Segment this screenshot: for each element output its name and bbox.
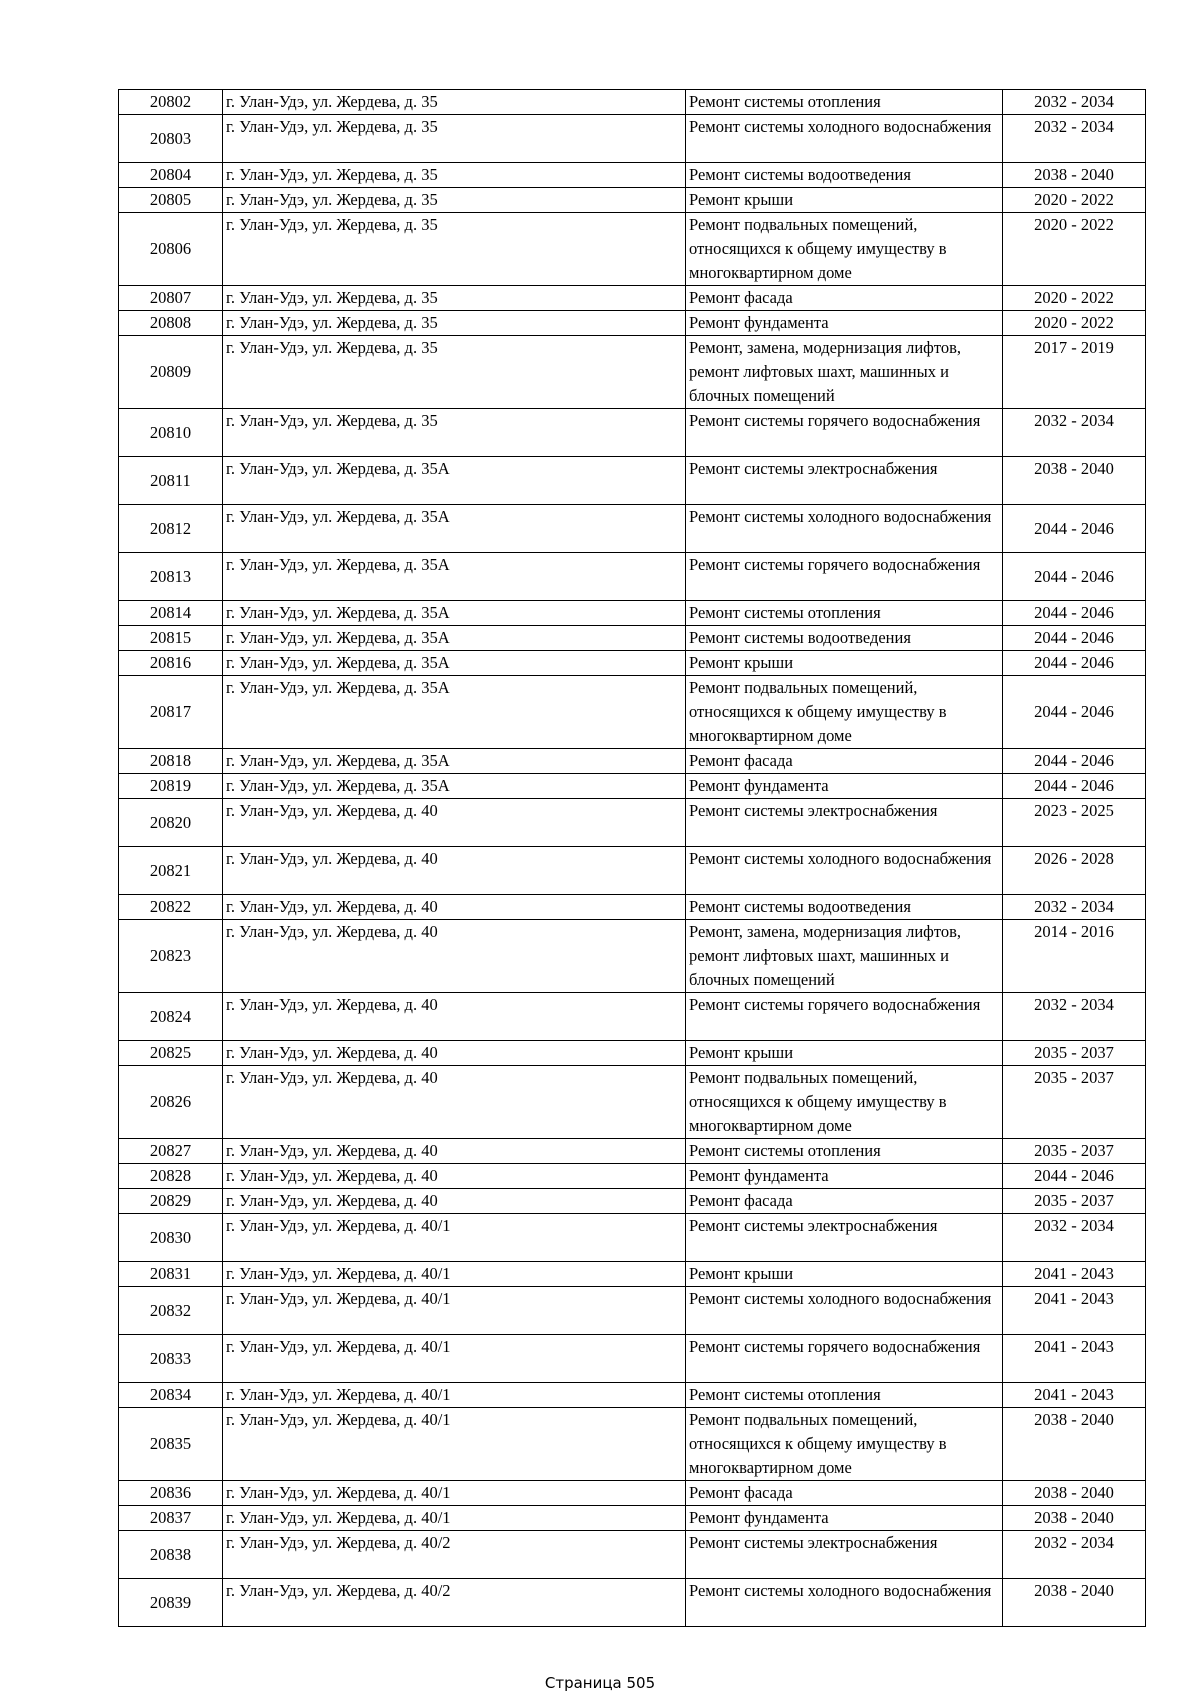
row-number: 20838 (119, 1531, 223, 1579)
row-number: 20834 (119, 1383, 223, 1408)
table-row (119, 1164, 1146, 1189)
row-address: г. Улан-Удэ, ул. Жердева, д. 40 (223, 799, 686, 847)
row-number: 20830 (119, 1214, 223, 1262)
row-work-type: Ремонт фундамента (686, 311, 1003, 336)
row-address: г. Улан-Удэ, ул. Жердева, д. 40/1 (223, 1506, 686, 1531)
row-work-type: Ремонт фасада (686, 286, 1003, 311)
row-address: г. Улан-Удэ, ул. Жердева, д. 35 (223, 286, 686, 311)
row-number: 20812 (119, 505, 223, 553)
row-period: 2020 - 2022 (1003, 286, 1146, 311)
table-row (119, 651, 1146, 676)
table-row (119, 895, 1146, 920)
row-work-type: Ремонт системы горячего водоснабжения (686, 553, 1003, 601)
row-work-type: Ремонт системы холодного водоснабжения (686, 847, 1003, 895)
row-work-type: Ремонт системы отопления (686, 1383, 1003, 1408)
row-work-type: Ремонт подвальных помещений, относящихся к общему имуществу в многоквартирном доме (686, 1066, 1003, 1139)
row-work-type: Ремонт, замена, модернизация лифтов, ремонт лифтовых шахт, машинных и блочных помещений (686, 336, 1003, 409)
row-address: г. Улан-Удэ, ул. Жердева, д. 40/1 (223, 1383, 686, 1408)
table-row (119, 286, 1146, 311)
row-number: 20817 (119, 676, 223, 749)
row-period: 2044 - 2046 (1003, 601, 1146, 626)
row-number: 20832 (119, 1287, 223, 1335)
row-address: г. Улан-Удэ, ул. Жердева, д. 40 (223, 847, 686, 895)
table-row (119, 188, 1146, 213)
row-period: 2041 - 2043 (1003, 1335, 1146, 1383)
table-row (119, 1383, 1146, 1408)
table-row (119, 409, 1146, 457)
table-row (119, 1481, 1146, 1506)
row-work-type: Ремонт крыши (686, 188, 1003, 213)
row-address: г. Улан-Удэ, ул. Жердева, д. 35А (223, 457, 686, 505)
row-work-type: Ремонт крыши (686, 1262, 1003, 1287)
table-row (119, 553, 1146, 601)
row-period: 2020 - 2022 (1003, 311, 1146, 336)
row-number: 20820 (119, 799, 223, 847)
table-row (119, 1335, 1146, 1383)
table-row (119, 1287, 1146, 1335)
row-address: г. Улан-Удэ, ул. Жердева, д. 40/1 (223, 1335, 686, 1383)
row-number: 20802 (119, 90, 223, 115)
row-work-type: Ремонт системы отопления (686, 90, 1003, 115)
row-number: 20814 (119, 601, 223, 626)
row-number: 20836 (119, 1481, 223, 1506)
row-period: 2038 - 2040 (1003, 457, 1146, 505)
row-address: г. Улан-Удэ, ул. Жердева, д. 40 (223, 1041, 686, 1066)
row-address: г. Улан-Удэ, ул. Жердева, д. 35А (223, 651, 686, 676)
row-address: г. Улан-Удэ, ул. Жердева, д. 40 (223, 1189, 686, 1214)
row-number: 20811 (119, 457, 223, 505)
row-address: г. Улан-Удэ, ул. Жердева, д. 35 (223, 188, 686, 213)
row-period: 2044 - 2046 (1003, 676, 1146, 749)
table-row (119, 1214, 1146, 1262)
table-row (119, 1408, 1146, 1481)
row-address: г. Улан-Удэ, ул. Жердева, д. 40 (223, 895, 686, 920)
row-period: 2044 - 2046 (1003, 626, 1146, 651)
row-work-type: Ремонт подвальных помещений, относящихся к общему имуществу в многоквартирном доме (686, 676, 1003, 749)
row-number: 20839 (119, 1579, 223, 1627)
row-period: 2017 - 2019 (1003, 336, 1146, 409)
row-number: 20806 (119, 213, 223, 286)
row-number: 20835 (119, 1408, 223, 1481)
row-work-type: Ремонт фасада (686, 1189, 1003, 1214)
row-number: 20821 (119, 847, 223, 895)
row-work-type: Ремонт системы горячего водоснабжения (686, 409, 1003, 457)
row-work-type: Ремонт системы холодного водоснабжения (686, 1287, 1003, 1335)
row-address: г. Улан-Удэ, ул. Жердева, д. 40 (223, 1066, 686, 1139)
row-work-type: Ремонт фундамента (686, 1506, 1003, 1531)
row-work-type: Ремонт системы холодного водоснабжения (686, 505, 1003, 553)
table-row (119, 1506, 1146, 1531)
row-number: 20819 (119, 774, 223, 799)
table-row (119, 163, 1146, 188)
row-number: 20825 (119, 1041, 223, 1066)
row-number: 20808 (119, 311, 223, 336)
row-address: г. Улан-Удэ, ул. Жердева, д. 35А (223, 676, 686, 749)
row-address: г. Улан-Удэ, ул. Жердева, д. 35А (223, 601, 686, 626)
row-period: 2035 - 2037 (1003, 1041, 1146, 1066)
row-address: г. Улан-Удэ, ул. Жердева, д. 35А (223, 553, 686, 601)
row-address: г. Улан-Удэ, ул. Жердева, д. 40 (223, 1164, 686, 1189)
row-period: 2038 - 2040 (1003, 1506, 1146, 1531)
row-number: 20813 (119, 553, 223, 601)
table-row (119, 847, 1146, 895)
row-address: г. Улан-Удэ, ул. Жердева, д. 40/1 (223, 1262, 686, 1287)
table-row (119, 1041, 1146, 1066)
table-row (119, 1579, 1146, 1627)
table-row (119, 115, 1146, 163)
row-number: 20828 (119, 1164, 223, 1189)
row-period: 2020 - 2022 (1003, 188, 1146, 213)
row-number: 20827 (119, 1139, 223, 1164)
row-period: 2044 - 2046 (1003, 1164, 1146, 1189)
row-work-type: Ремонт системы электроснабжения (686, 457, 1003, 505)
row-period: 2032 - 2034 (1003, 1531, 1146, 1579)
row-period: 2020 - 2022 (1003, 213, 1146, 286)
row-period: 2035 - 2037 (1003, 1066, 1146, 1139)
table-body (119, 90, 1146, 1627)
row-work-type: Ремонт подвальных помещений, относящихся к общему имуществу в многоквартирном доме (686, 213, 1003, 286)
table-row (119, 920, 1146, 993)
row-work-type: Ремонт крыши (686, 651, 1003, 676)
row-period: 2032 - 2034 (1003, 409, 1146, 457)
row-period: 2038 - 2040 (1003, 1579, 1146, 1627)
row-address: г. Улан-Удэ, ул. Жердева, д. 35 (223, 409, 686, 457)
table-row (119, 505, 1146, 553)
row-number: 20807 (119, 286, 223, 311)
row-period: 2044 - 2046 (1003, 651, 1146, 676)
table-row (119, 336, 1146, 409)
row-number: 20809 (119, 336, 223, 409)
row-period: 2044 - 2046 (1003, 505, 1146, 553)
row-address: г. Улан-Удэ, ул. Жердева, д. 40/1 (223, 1287, 686, 1335)
row-period: 2032 - 2034 (1003, 1214, 1146, 1262)
row-address: г. Улан-Удэ, ул. Жердева, д. 35А (223, 505, 686, 553)
row-work-type: Ремонт фасада (686, 749, 1003, 774)
row-address: г. Улан-Удэ, ул. Жердева, д. 35 (223, 213, 686, 286)
row-period: 2044 - 2046 (1003, 553, 1146, 601)
row-address: г. Улан-Удэ, ул. Жердева, д. 40 (223, 993, 686, 1041)
row-work-type: Ремонт системы водоотведения (686, 895, 1003, 920)
row-number: 20803 (119, 115, 223, 163)
row-work-type: Ремонт системы отопления (686, 1139, 1003, 1164)
table-row (119, 993, 1146, 1041)
row-address: г. Улан-Удэ, ул. Жердева, д. 35 (223, 311, 686, 336)
table-row (119, 799, 1146, 847)
row-number: 20816 (119, 651, 223, 676)
table-row (119, 1139, 1146, 1164)
table-row (119, 749, 1146, 774)
row-period: 2032 - 2034 (1003, 90, 1146, 115)
row-period: 2035 - 2037 (1003, 1139, 1146, 1164)
row-work-type: Ремонт системы горячего водоснабжения (686, 1335, 1003, 1383)
row-work-type: Ремонт системы водоотведения (686, 163, 1003, 188)
row-address: г. Улан-Удэ, ул. Жердева, д. 40/1 (223, 1214, 686, 1262)
row-period: 2041 - 2043 (1003, 1383, 1146, 1408)
row-number: 20831 (119, 1262, 223, 1287)
table-row (119, 1189, 1146, 1214)
row-period: 2038 - 2040 (1003, 163, 1146, 188)
row-work-type: Ремонт подвальных помещений, относящихся к общему имуществу в многоквартирном доме (686, 1408, 1003, 1481)
row-period: 2014 - 2016 (1003, 920, 1146, 993)
row-work-type: Ремонт фундамента (686, 1164, 1003, 1189)
row-number: 20826 (119, 1066, 223, 1139)
row-period: 2023 - 2025 (1003, 799, 1146, 847)
row-number: 20804 (119, 163, 223, 188)
row-period: 2035 - 2037 (1003, 1189, 1146, 1214)
row-number: 20833 (119, 1335, 223, 1383)
row-period: 2044 - 2046 (1003, 774, 1146, 799)
table-row (119, 457, 1146, 505)
row-address: г. Улан-Удэ, ул. Жердева, д. 40/2 (223, 1579, 686, 1627)
table-row (119, 213, 1146, 286)
row-period: 2041 - 2043 (1003, 1287, 1146, 1335)
row-address: г. Улан-Удэ, ул. Жердева, д. 35 (223, 163, 686, 188)
table-row (119, 774, 1146, 799)
row-number: 20823 (119, 920, 223, 993)
row-address: г. Улан-Удэ, ул. Жердева, д. 40/1 (223, 1481, 686, 1506)
table-row (119, 626, 1146, 651)
table-row (119, 90, 1146, 115)
row-address: г. Улан-Удэ, ул. Жердева, д. 40/1 (223, 1408, 686, 1481)
row-address: г. Улан-Удэ, ул. Жердева, д. 35А (223, 626, 686, 651)
table-row (119, 676, 1146, 749)
row-address: г. Улан-Удэ, ул. Жердева, д. 40 (223, 1139, 686, 1164)
row-number: 20810 (119, 409, 223, 457)
row-work-type: Ремонт фундамента (686, 774, 1003, 799)
row-number: 20822 (119, 895, 223, 920)
table-row (119, 311, 1146, 336)
row-period: 2032 - 2034 (1003, 993, 1146, 1041)
row-period: 2032 - 2034 (1003, 895, 1146, 920)
table-row (119, 1262, 1146, 1287)
row-address: г. Улан-Удэ, ул. Жердева, д. 40 (223, 920, 686, 993)
row-number: 20829 (119, 1189, 223, 1214)
row-period: 2044 - 2046 (1003, 749, 1146, 774)
row-period: 2038 - 2040 (1003, 1481, 1146, 1506)
row-number: 20837 (119, 1506, 223, 1531)
row-work-type: Ремонт, замена, модернизация лифтов, ремонт лифтовых шахт, машинных и блочных помещений (686, 920, 1003, 993)
table-row (119, 601, 1146, 626)
table-row (119, 1531, 1146, 1579)
row-address: г. Улан-Удэ, ул. Жердева, д. 35 (223, 115, 686, 163)
row-work-type: Ремонт системы электроснабжения (686, 1531, 1003, 1579)
repair-schedule-table (118, 89, 1146, 1627)
row-number: 20805 (119, 188, 223, 213)
row-work-type: Ремонт фасада (686, 1481, 1003, 1506)
row-work-type: Ремонт системы холодного водоснабжения (686, 115, 1003, 163)
row-work-type: Ремонт системы холодного водоснабжения (686, 1579, 1003, 1627)
row-address: г. Улан-Удэ, ул. Жердева, д. 40/2 (223, 1531, 686, 1579)
row-number: 20815 (119, 626, 223, 651)
row-work-type: Ремонт системы электроснабжения (686, 1214, 1003, 1262)
row-work-type: Ремонт системы электроснабжения (686, 799, 1003, 847)
page-number: Страница 505 (544, 1674, 656, 1692)
row-period: 2032 - 2034 (1003, 115, 1146, 163)
row-address: г. Улан-Удэ, ул. Жердева, д. 35А (223, 749, 686, 774)
row-period: 2038 - 2040 (1003, 1408, 1146, 1481)
row-work-type: Ремонт системы водоотведения (686, 626, 1003, 651)
row-period: 2041 - 2043 (1003, 1262, 1146, 1287)
row-address: г. Улан-Удэ, ул. Жердева, д. 35 (223, 336, 686, 409)
row-work-type: Ремонт системы горячего водоснабжения (686, 993, 1003, 1041)
row-number: 20818 (119, 749, 223, 774)
row-address: г. Улан-Удэ, ул. Жердева, д. 35 (223, 90, 686, 115)
row-work-type: Ремонт системы отопления (686, 601, 1003, 626)
row-number: 20824 (119, 993, 223, 1041)
row-address: г. Улан-Удэ, ул. Жердева, д. 35А (223, 774, 686, 799)
row-work-type: Ремонт крыши (686, 1041, 1003, 1066)
table-row (119, 1066, 1146, 1139)
row-period: 2026 - 2028 (1003, 847, 1146, 895)
